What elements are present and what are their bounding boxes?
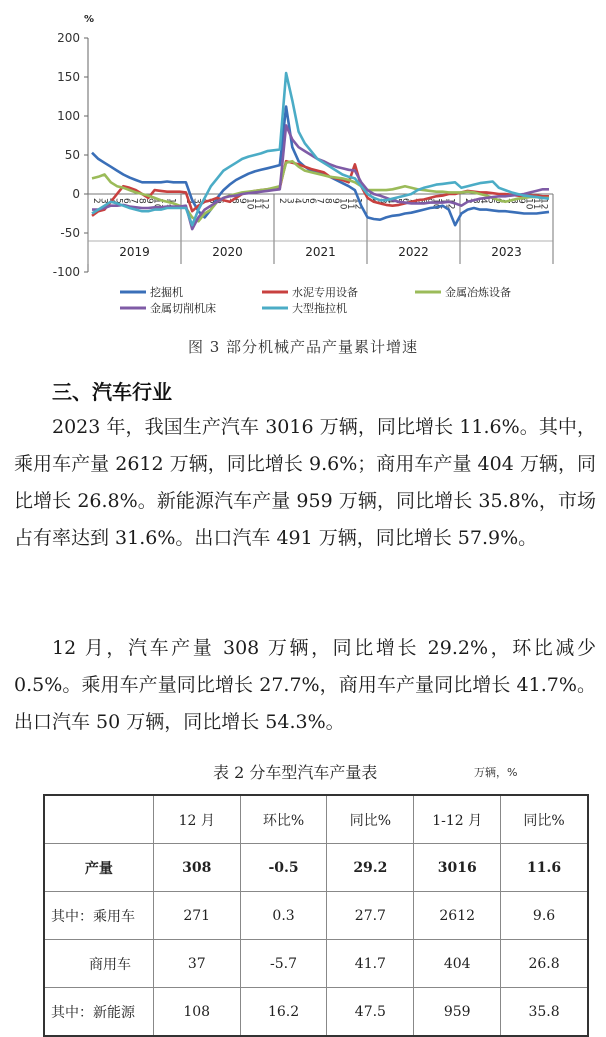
table-header-cell: 12 月 bbox=[153, 795, 240, 844]
legend-label: 金属冶炼设备 bbox=[445, 286, 511, 299]
table-cell: -5.7 bbox=[240, 940, 327, 988]
x-month-tick-label: 5 bbox=[299, 198, 310, 204]
table-unit: 万辆，% bbox=[474, 766, 518, 779]
table-header-row bbox=[44, 795, 588, 844]
x-month-tick-label: 3 bbox=[377, 198, 388, 204]
table-cell: 35.8 bbox=[501, 988, 588, 1037]
x-month-tick-label: 8 bbox=[415, 198, 426, 204]
x-month-tick-label: 5 bbox=[392, 198, 403, 204]
x-month-tick-label: 2 bbox=[91, 198, 101, 204]
x-month-tick-label: 11 bbox=[158, 198, 169, 210]
figure-caption: 图 3 部分机械产品产量累计增速 bbox=[187, 338, 419, 356]
table-cell: 308 bbox=[153, 844, 240, 892]
row-label: 其中：新能源 bbox=[44, 988, 153, 1037]
table-row bbox=[44, 940, 588, 988]
y-tick-label: 200 bbox=[57, 31, 80, 45]
row-label: 其中：乘用车 bbox=[44, 892, 153, 940]
x-month-tick-label: 3 bbox=[284, 198, 295, 204]
x-month-tick-label: 4 bbox=[292, 198, 303, 204]
x-month-tick-label: 5 bbox=[206, 198, 217, 204]
row-label: 商用车 bbox=[44, 940, 153, 988]
table-header-cell: 同比% bbox=[501, 795, 588, 844]
x-month-tick-label: 11 bbox=[251, 198, 262, 210]
x-month-tick-label: 7 bbox=[221, 198, 232, 204]
table-cell: -0.5 bbox=[240, 844, 327, 892]
x-month-tick-label: 5 bbox=[485, 198, 496, 204]
table-cell: 16.2 bbox=[240, 988, 327, 1037]
x-month-tick-label: 8 bbox=[508, 198, 519, 204]
legend-label: 水泥专用设备 bbox=[292, 286, 358, 299]
y-tick-label: 150 bbox=[57, 70, 80, 84]
x-month-tick-label: 8 bbox=[229, 198, 240, 204]
legend-label: 挖掘机 bbox=[150, 286, 183, 299]
table-cell: 0.3 bbox=[240, 892, 327, 940]
x-month-tick-label: 3 bbox=[470, 198, 481, 204]
x-month-tick-label: 4 bbox=[106, 198, 117, 204]
y-tick-label: 0 bbox=[72, 187, 80, 201]
x-month-tick-label: 7 bbox=[500, 198, 511, 204]
y-axis-unit-label: % bbox=[84, 14, 95, 25]
table-cell: 2612 bbox=[414, 892, 501, 940]
x-month-tick-label: 12 bbox=[166, 198, 177, 210]
table-cell: 959 bbox=[414, 988, 501, 1037]
x-month-tick-label: 6 bbox=[400, 198, 411, 204]
vehicle-production-table bbox=[43, 794, 589, 1037]
table-cell: 37 bbox=[153, 940, 240, 988]
x-month-tick-label: 11 bbox=[437, 198, 448, 210]
x-month-tick-label: 6 bbox=[307, 198, 318, 204]
table-header-cell bbox=[44, 795, 153, 844]
x-month-tick-label: 5 bbox=[113, 198, 124, 204]
x-month-tick-label: 2 bbox=[277, 198, 287, 204]
x-month-tick-label: 7 bbox=[128, 198, 139, 204]
x-month-tick-label: 2 bbox=[370, 198, 380, 204]
table-cell: 47.5 bbox=[327, 988, 414, 1037]
x-month-tick-label: 6 bbox=[493, 198, 504, 204]
table-cell: 271 bbox=[153, 892, 240, 940]
x-month-tick-label: 2 bbox=[463, 198, 473, 204]
x-month-tick-label: 12 bbox=[352, 198, 363, 210]
x-month-tick-label: 11 bbox=[344, 198, 355, 210]
table-cell: 108 bbox=[153, 988, 240, 1037]
x-month-tick-label: 9 bbox=[329, 198, 340, 204]
x-month-tick-label: 10 bbox=[244, 198, 255, 210]
table-cell: 27.7 bbox=[327, 892, 414, 940]
x-month-tick-label: 4 bbox=[385, 198, 396, 204]
x-year-label: 2019 bbox=[119, 245, 150, 259]
section-title: 三、汽车行业 bbox=[52, 380, 172, 404]
table-cell: 11.6 bbox=[501, 844, 588, 892]
x-month-tick-label: 9 bbox=[422, 198, 433, 204]
x-year-label: 2022 bbox=[398, 245, 429, 259]
table-row bbox=[44, 988, 588, 1037]
x-month-tick-label: 8 bbox=[322, 198, 333, 204]
x-month-tick-label: 3 bbox=[191, 198, 202, 204]
x-month-tick-label: 4 bbox=[199, 198, 210, 204]
x-month-tick-label: 9 bbox=[143, 198, 154, 204]
x-month-tick-label: 7 bbox=[407, 198, 418, 204]
table-cell: 26.8 bbox=[501, 940, 588, 988]
table-row bbox=[44, 892, 588, 940]
table-header-cell: 环比% bbox=[240, 795, 327, 844]
y-tick-label: 100 bbox=[57, 109, 80, 123]
x-month-tick-label: 8 bbox=[136, 198, 147, 204]
x-year-label: 2020 bbox=[212, 245, 243, 259]
x-month-tick-label: 2 bbox=[184, 198, 194, 204]
x-month-tick-label: 3 bbox=[98, 198, 109, 204]
x-month-tick-label: 12 bbox=[259, 198, 270, 210]
table-title: 表 2 分车型汽车产量表 bbox=[213, 763, 378, 782]
table-cell: 41.7 bbox=[327, 940, 414, 988]
paragraph-annual: 2023 年，我国生产汽车 3016 万辆，同比增长 11.6%。其中，乘用车产量 2612 万辆，同比增长 9.6%；商用车产量 404 万辆，同比增长 26.8%。新能源汽车产量 959 万辆，同比增长 35.8%，市场占有率达到 31.6%。出口汽车 491 万辆，同比增长 57.9%。 bbox=[14, 416, 596, 549]
table-cell: 404 bbox=[414, 940, 501, 988]
y-tick-label: 50 bbox=[64, 148, 80, 162]
x-month-tick-label: 10 bbox=[523, 198, 534, 210]
table-header-cell: 1-12 月 bbox=[414, 795, 501, 844]
x-month-tick-label: 7 bbox=[314, 198, 325, 204]
x-month-tick-label: 11 bbox=[530, 198, 541, 210]
table-row bbox=[44, 844, 588, 892]
x-month-tick-label: 10 bbox=[151, 198, 162, 210]
table-cell: 3016 bbox=[414, 844, 501, 892]
row-label: 产量 bbox=[44, 844, 153, 892]
legend-label: 大型拖拉机 bbox=[292, 302, 347, 315]
x-year-label: 2021 bbox=[305, 245, 336, 259]
x-month-tick-label: 4 bbox=[478, 198, 489, 204]
x-month-tick-label: 10 bbox=[337, 198, 348, 210]
x-month-tick-label: 9 bbox=[515, 198, 526, 204]
y-tick-label: -100 bbox=[52, 265, 80, 279]
x-month-tick-label: 12 bbox=[538, 198, 549, 210]
series-line bbox=[92, 125, 549, 229]
production-growth-chart bbox=[0, 0, 606, 330]
legend-label: 金属切削机床 bbox=[150, 302, 216, 315]
table-cell: 29.2 bbox=[327, 844, 414, 892]
table-cell: 9.6 bbox=[501, 892, 588, 940]
paragraph-december: 12 月，汽车产量 308 万辆，同比增长 29.2%，环比减少 0.5%。乘用车产量同比增长 27.7%，商用车产量同比增长 41.7%。出口汽车 50 万辆，同比增长 54.3%。 bbox=[14, 637, 596, 733]
x-month-tick-label: 6 bbox=[214, 198, 225, 204]
x-month-tick-label: 6 bbox=[121, 198, 132, 204]
x-month-tick-label: 10 bbox=[430, 198, 441, 210]
x-year-label: 2023 bbox=[491, 245, 522, 259]
table-header-cell: 同比% bbox=[327, 795, 414, 844]
y-tick-label: -50 bbox=[60, 226, 80, 240]
x-month-tick-label: 9 bbox=[236, 198, 247, 204]
x-month-tick-label: 12 bbox=[445, 198, 456, 210]
